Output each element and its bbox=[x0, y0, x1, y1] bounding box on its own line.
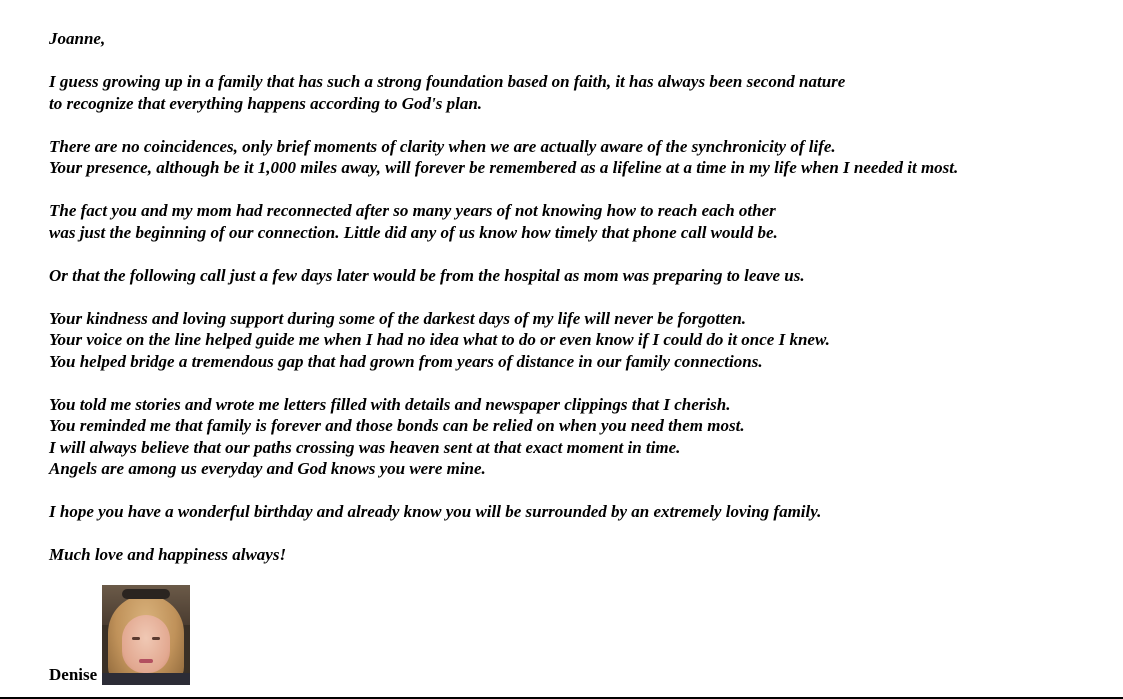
letter-line: I hope you have a wonderful birthday and already know you will be surrounded by an extremely loving family. bbox=[49, 502, 822, 521]
signature-block bbox=[49, 585, 190, 685]
letter-line: Your voice on the line helped guide me when I had no idea what to do or even know if I could do it once I knew. bbox=[49, 330, 830, 349]
letter-line: to recognize that everything happens according to God's plan. bbox=[49, 93, 483, 113]
photo-eye-left bbox=[132, 637, 140, 640]
photo-mouth bbox=[139, 659, 153, 663]
letter-line: You reminded me that family is forever and those bonds can be relied on when you need them most. bbox=[49, 416, 745, 435]
letter-line: Or that the following call just a few days later would be from the hospital as mom was preparing to leave us. bbox=[49, 265, 805, 285]
paragraph-gap bbox=[49, 523, 1109, 545]
letter-line: Your kindness and loving support during some of the darkest days of my life will never be forgotten. bbox=[49, 308, 747, 328]
letter-line: Your presence, although be it 1,000 miles away, will forever be remembered as a lifeline at a time in my life when I needed it most. bbox=[49, 158, 959, 177]
letter-closing: Much love and happiness always! bbox=[49, 545, 287, 564]
paragraph-gap bbox=[49, 114, 1109, 136]
photo-eye-right bbox=[152, 637, 160, 640]
letter-body bbox=[49, 28, 1109, 566]
photo-face bbox=[122, 615, 170, 673]
photo-sunglasses bbox=[122, 589, 170, 599]
paragraph-gap bbox=[49, 480, 1109, 502]
letter-line: The fact you and my mom had reconnected after so many years of not knowing how to reach each other bbox=[49, 201, 776, 220]
letter-line: I guess growing up in a family that has such a strong foundation based on faith, it has always been second nature bbox=[49, 72, 846, 91]
paragraph-gap bbox=[49, 372, 1109, 394]
paragraph-gap bbox=[49, 286, 1109, 308]
letter-line: was just the beginning of our connection. Little did any of us know how timely that phone call would be. bbox=[49, 222, 778, 242]
signature-photo bbox=[102, 585, 190, 685]
paragraph-gap bbox=[49, 179, 1109, 201]
signature-name: Denise bbox=[49, 665, 98, 684]
letter-greeting: Joanne, bbox=[49, 29, 106, 48]
photo-shirt bbox=[102, 673, 190, 685]
letter-line: Angels are among us everyday and God knows you were mine. bbox=[49, 459, 486, 478]
letter-line: I will always believe that our paths crossing was heaven sent at that exact moment in time. bbox=[49, 437, 681, 457]
paragraph-gap bbox=[49, 243, 1109, 265]
letter-line: You helped bridge a tremendous gap that had grown from years of distance in our family connections. bbox=[49, 351, 763, 371]
letter-line: There are no coincidences, only brief moments of clarity when we are actually aware of the synchronicity of life. bbox=[49, 136, 836, 156]
letter-line: You told me stories and wrote me letters filled with details and newspaper clippings that I cherish. bbox=[49, 394, 731, 414]
paragraph-gap bbox=[49, 50, 1109, 72]
